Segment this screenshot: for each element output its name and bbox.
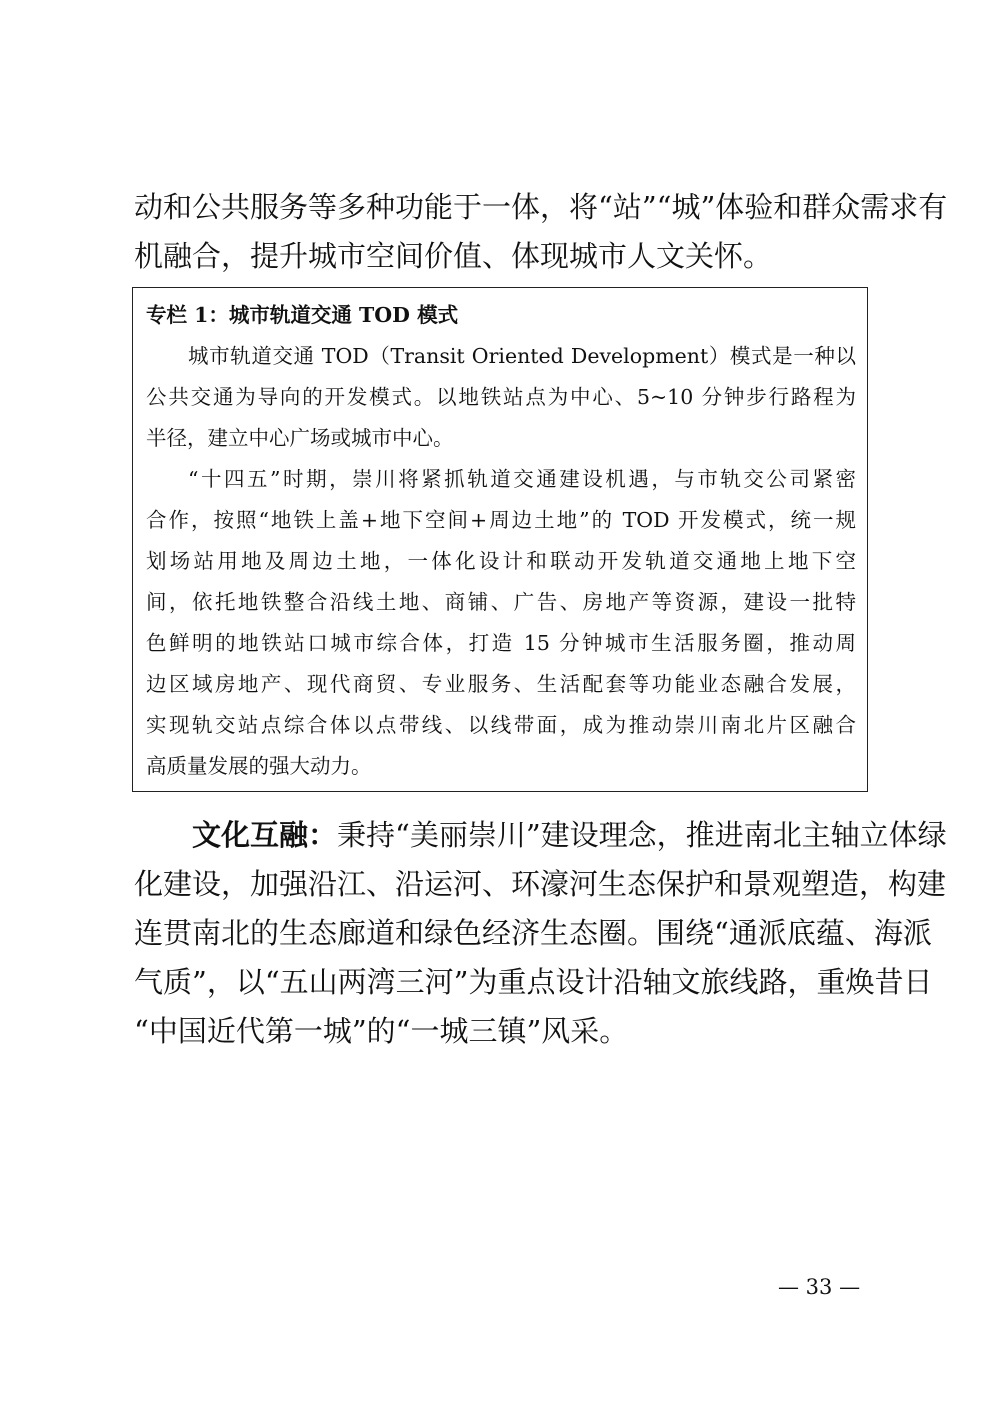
sidebar-para2-line-3: 划场站用地及周边土地，一体化设计和联动开发轨道交通地上地下空 [146,549,856,573]
culture-paragraph-line-3: 连贯南北的生态廊道和绿色经济生态圈。围绕“通派底蕴、海派 [134,916,932,950]
sidebar-para2-line-6: 边区域房地产、现代商贸、专业服务、生活配套等功能业态融合发展， [146,672,856,696]
sidebar-box-title: 专栏 1：城市轨道交通 TOD 模式 [146,303,459,327]
sidebar-para1-line-2: 公共交通为导向的开发模式。以地铁站点为中心、5~10 分钟步行路程为 [146,385,856,409]
sidebar-para1-line-1: 城市轨道交通 TOD（Transit Oriented Development）模式是一种以 [188,344,856,368]
sidebar-para2-line-7: 实现轨交站点综合体以点带线、以线带面，成为推动崇川南北片区融合 [146,713,856,737]
sidebar-para2-line-8: 高质量发展的强大动力。 [146,754,372,778]
culture-paragraph-line-2: 化建设，加强沿江、沿运河、环濠河生态保护和景观塑造，构建 [134,867,947,901]
culture-paragraph-first-line-text: 秉持“美丽崇川”建设理念，推进南北主轴立体绿 [337,818,947,852]
top-paragraph-line-1: 动和公共服务等多种功能于一体，将“站”“城”体验和群众需求有 [134,190,948,224]
sidebar-para2-line-1: “十四五”时期，崇川将紧抓轨道交通建设机遇，与市轨交公司紧密 [188,467,856,491]
sidebar-para2-line-2: 合作，按照“地铁上盖+地下空间+周边土地”的 TOD 开发模式，统一规 [146,508,856,532]
culture-paragraph-line-4: 气质”，以“五山两湾三河”为重点设计沿轴文旅线路，重焕昔日 [134,965,933,999]
sidebar-para2-line-4: 间，依托地铁整合沿线土地、商铺、广告、房地产等资源，建设一批特 [146,590,856,614]
page-number: — 33 — [778,1275,861,1299]
sidebar-para2-line-5: 色鲜明的地铁站口城市综合体，打造 15 分钟城市生活服务圈，推动周 [146,631,856,655]
top-paragraph-line-2: 机融合，提升城市空间价值、体现城市人文关怀。 [134,239,773,273]
culture-paragraph-heading: 文化互融： [192,818,338,852]
culture-paragraph-line-5: “中国近代第一城”的“一城三镇”风采。 [134,1014,629,1048]
culture-paragraph-line-1 [192,812,947,858]
sidebar-para1-line-3: 半径，建立中心广场或城市中心。 [146,426,454,450]
